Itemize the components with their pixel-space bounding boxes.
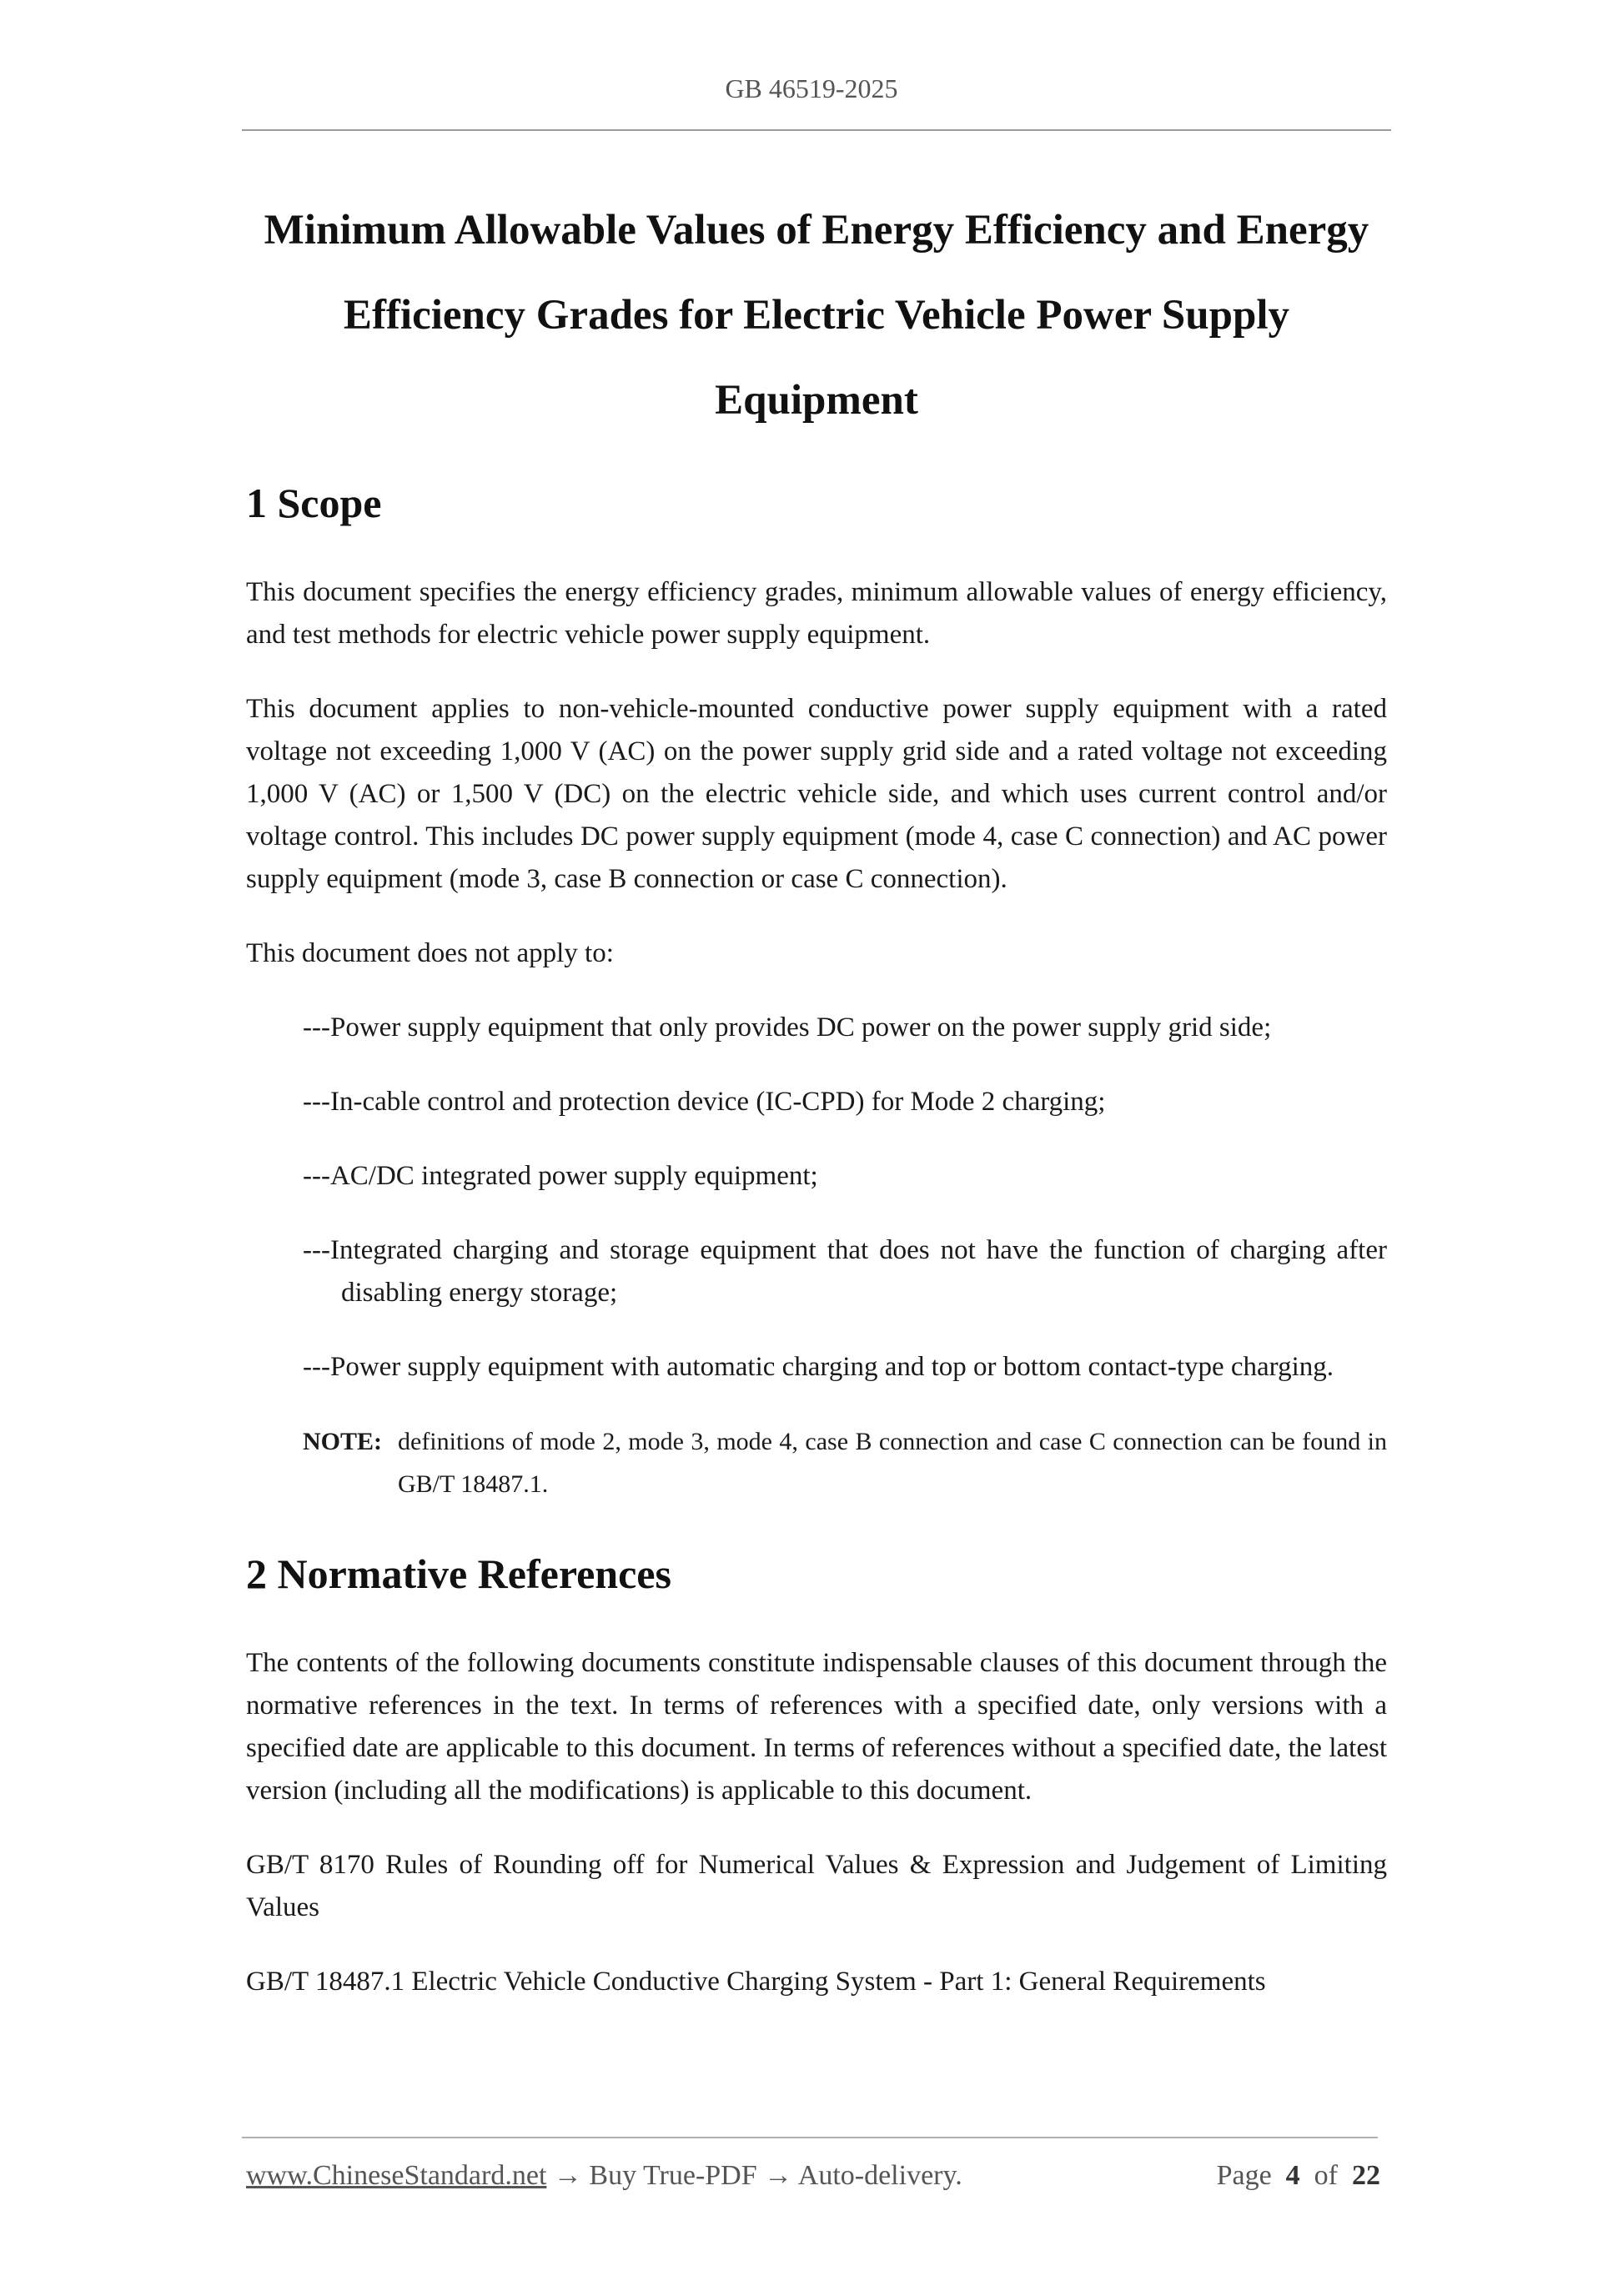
page-word: Page: [1216, 2160, 1272, 2191]
exclusion-item-5: ---Power supply equipment with automatic charging and top or bottom contact-type charging.: [303, 1352, 1334, 1382]
running-header: GB 46519-2025: [725, 73, 898, 103]
note-text: definitions of mode 2, mode 3, mode 4, case B connection and case C connection can be found in GB/T 18487.1.: [398, 1428, 1387, 1498]
scope-paragraph-2: This document applies to non-vehicle-mounted conductive power supply equipment with a rated voltage not exceeding 1,000 V (AC) on the power supply grid side and a rated voltage not exceeding 1,000 V (AC) or 1,500 V (DC) on the electric vehicle side, and which uses current control and/or voltage control. This includes DC power supply equipment (mode 4, case C connection) and AC power supply equipment (mode 3, case B connection or case C connection).: [246, 694, 1387, 894]
footer-promo: [246, 2160, 962, 2192]
title-line-1: Minimum Allowable Values of Energy Efficiency and Energy: [264, 207, 1369, 254]
header-rule: [242, 129, 1391, 131]
scope-paragraph-3: This document does not apply to:: [246, 938, 614, 968]
exclusion-item-3: ---AC/DC integrated power supply equipment;: [303, 1161, 818, 1191]
note-label: NOTE:: [303, 1428, 383, 1455]
document-title: [246, 188, 1387, 443]
page-indicator: [1217, 2160, 1380, 2192]
exclusion-item-2: ---In-cable control and protection device (IC-CPD) for Mode 2 charging;: [303, 1087, 1106, 1117]
title-line-3: Equipment: [715, 377, 918, 424]
exclusion-item-4: ---Integrated charging and storage equipment that does not have the function of charging after disabling energy storage;: [303, 1235, 1387, 1308]
footer-rule: [242, 2137, 1378, 2138]
page-footer: [246, 2160, 1380, 2202]
footer-promo-text: → Buy True-PDF → Auto-delivery.: [546, 2160, 962, 2191]
references-intro-paragraph: The contents of the following documents constitute indispensable clauses of this document through the normative references in the text. In terms of references with a specified date, only versions with a specified date are applicable to this document. In terms of references without a specified date, the latest version (including all the modifications) is applicable to this document.: [246, 1648, 1387, 1806]
scope-paragraph-1: This document specifies the energy efficiency grades, minimum allowable values of energy efficiency, and test methods for electric vehicle power supply equipment.: [246, 577, 1387, 650]
of-word: of: [1314, 2160, 1338, 2191]
page-total: 22: [1352, 2160, 1380, 2191]
section-heading-scope: 1 Scope: [246, 480, 382, 526]
scope-note: [303, 1420, 1387, 1505]
page-number: 4: [1285, 2160, 1300, 2191]
page-content: [246, 188, 1387, 2003]
site-link[interactable]: www.ChineseStandard.net: [246, 2160, 547, 2191]
exclusion-item-1: ---Power supply equipment that only provides DC power on the power supply grid side;: [303, 1012, 1272, 1042]
reference-gbt-18487-1: GB/T 18487.1 Electric Vehicle Conductive Charging System - Part 1: General Requirements: [246, 1967, 1266, 1997]
section-heading-normative-references: 2 Normative References: [246, 1550, 671, 1597]
reference-gbt-8170: GB/T 8170 Rules of Rounding off for Numerical Values & Expression and Judgement of Limiting Values: [246, 1850, 1387, 1922]
title-line-2: Efficiency Grades for Electric Vehicle Power Supply: [343, 292, 1290, 339]
